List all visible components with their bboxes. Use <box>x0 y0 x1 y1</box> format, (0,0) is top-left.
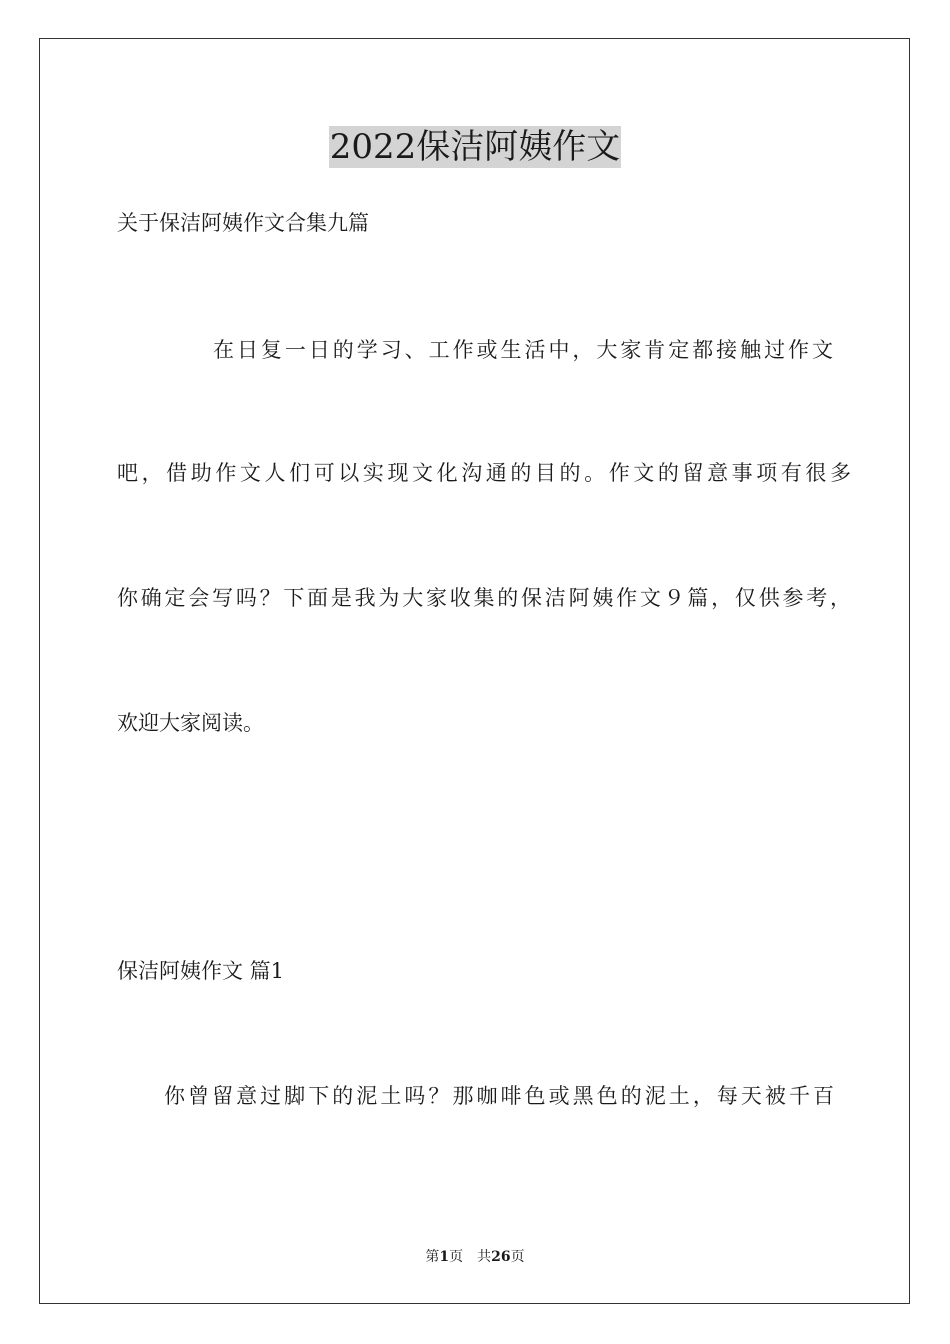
page-footer <box>0 1248 950 1266</box>
intro-line-1: 在日复一日的学习、工作或生活中，大家肯定都接触过作文 <box>213 338 833 362</box>
section-heading: 保洁阿姨作文 篇1 <box>117 959 285 983</box>
document-title-text: 2022保洁阿姨作文 <box>329 127 621 167</box>
body-line-1: 你曾留意过脚下的泥土吗？那咖啡色或黑色的泥土，每天被千百 <box>164 1084 834 1108</box>
footer-page-prefix: 第 <box>425 1249 440 1265</box>
document-title <box>0 126 950 168</box>
intro-line-2: 吧，借助作文人们可以实现文化沟通的目的。作文的留意事项有很多 <box>117 461 851 485</box>
footer-total-pages: 26 <box>491 1249 511 1265</box>
document-subtitle: 关于保洁阿姨作文合集九篇 <box>117 211 369 235</box>
footer-total-prefix: 共 <box>477 1249 492 1265</box>
footer-page-suffix: 页 <box>449 1249 464 1265</box>
intro-line-4: 欢迎大家阅读。 <box>117 711 264 735</box>
footer-total-suffix: 页 <box>510 1249 525 1265</box>
footer-page-number: 1 <box>439 1249 450 1265</box>
intro-line-3: 你确定会写吗？下面是我为大家收集的保洁阿姨作文９篇，仅供参考， <box>117 586 851 610</box>
